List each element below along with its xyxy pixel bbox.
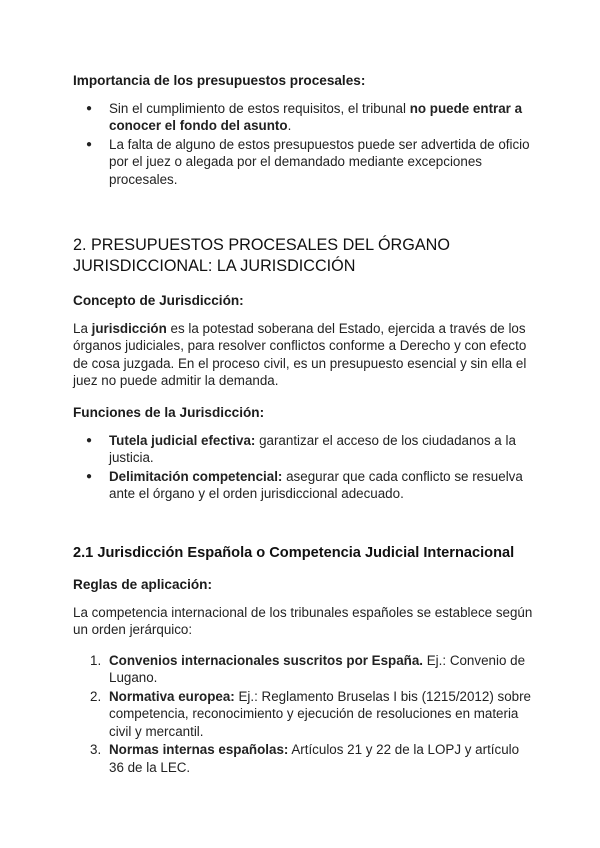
reglas-heading: Reglas de aplicación: <box>73 577 213 592</box>
paragraph-bold: jurisdicción <box>91 321 167 336</box>
paragraph-text: La <box>73 321 92 336</box>
section-2-heading: 2. PRESUPUESTOS PROCESALES DEL ÓRGANO JURISDICCIONAL: LA JURISDICCIÓN <box>73 236 450 275</box>
list-item <box>73 741 533 776</box>
item-bold-text: Delimitación competencial: <box>109 469 283 484</box>
item-bold-text: Convenios internacionales suscritos por España. <box>109 653 424 668</box>
bullet-icon: ● <box>86 435 93 446</box>
concepto-paragraph <box>73 320 533 390</box>
item-text: Ej.: Reglamento Bruselas I bis (1215/2012) sobre competencia, reconocimiento y ejecución de resoluciones en materia civil y mercantil. <box>109 689 532 739</box>
item-bold-text: Tutela judicial efectiva: <box>109 433 256 448</box>
item-text: La falta de alguno de estos presupuestos puede ser advertida de oficio por el juez o alegada por el demandado mediante excepciones procesales. <box>109 137 530 187</box>
list-item <box>73 100 533 135</box>
list-item <box>73 432 533 467</box>
importancia-heading: Importancia de los presupuestos procesales: <box>73 73 366 88</box>
list-item <box>73 652 533 687</box>
bullet-icon: ● <box>86 471 93 482</box>
list-item <box>73 688 533 740</box>
item-bold-text: no puede entrar a conocer el fondo del asunto <box>109 101 523 134</box>
item-number: 1. <box>90 653 102 668</box>
importancia-list <box>73 100 533 189</box>
item-number: 2. <box>90 689 102 704</box>
item-bold-text: Normativa europea: <box>109 689 235 704</box>
item-bold-text: Normas internas españolas: <box>109 742 289 758</box>
reglas-list <box>73 652 533 777</box>
bullet-icon: ● <box>86 139 93 150</box>
funciones-list <box>73 432 533 504</box>
item-text: Artículos 21 y 22 de la LOPJ y artículo 36 de la LEC. <box>109 742 520 775</box>
bullet-icon: ● <box>86 103 93 114</box>
item-text: garantizar el acceso de los ciudadanos a la justicia. <box>109 433 516 466</box>
reglas-intro: La competencia internacional de los tribunales españoles se establece según un orden jerárquico: <box>73 605 533 638</box>
list-item <box>73 136 533 188</box>
item-text: Sin el cumplimiento de estos requisitos, el tribunal <box>109 101 410 116</box>
concepto-heading: Concepto de Jurisdicción: <box>73 293 244 308</box>
item-text: asegurar que cada conflicto se resuelva ante el órgano y el orden jurisdiccional adecuado. <box>109 469 523 502</box>
funciones-heading: Funciones de la Jurisdicción: <box>73 405 265 420</box>
item-number: 3. <box>90 742 102 758</box>
list-item <box>73 468 533 503</box>
paragraph-text-end: es la potestad soberana del Estado, ejercida a través de los órganos judiciales, para resolver conflictos conforme a Derecho y con efecto de cosa juzgada. En el proceso civil, es un presupuesto esencial y sin ella el juez no puede admitir la demanda. <box>73 321 527 389</box>
item-text-end: . <box>287 118 292 134</box>
item-text: Ej.: Convenio de Lugano. <box>109 653 526 686</box>
section-2-1-heading: 2.1 Jurisdicción Española o Competencia Judicial Internacional <box>73 545 515 561</box>
